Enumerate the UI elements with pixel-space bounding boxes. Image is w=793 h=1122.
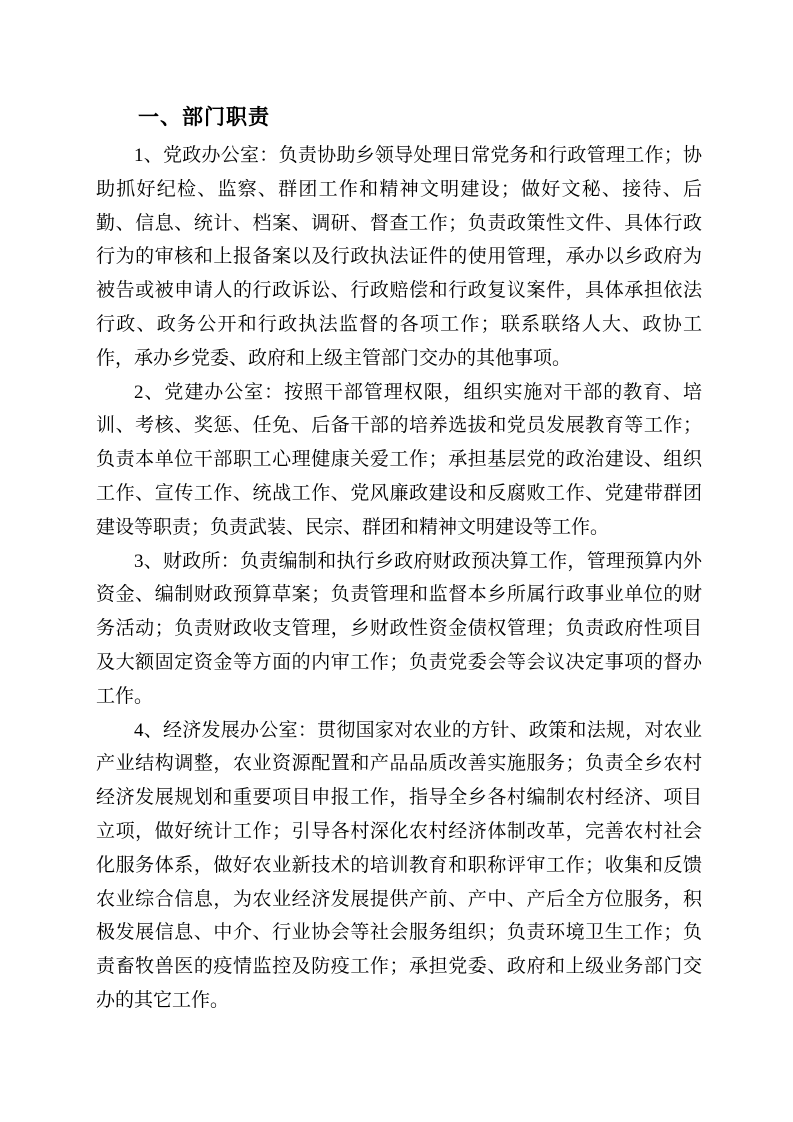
document-content: [96, 101, 702, 1018]
paragraph-party-government-office: 1、党政办公室：负责协助乡领导处理日常党务和行政管理工作；协助抓好纪检、监察、群团工作和精神文明建设；做好文秘、接待、后勤、信息、统计、档案、调研、督查工作；负责政策性文件、具体行政行为的审核和上报备案以及行政执法证件的使用管理，承办以乡政府为被告或被申请人的行政诉讼、行政赔偿和行政复议案件，具体承担依法行政、政务公开和行政执法监督的各项工作；联系联络人大、政协工作，承办乡党委、政府和上级主管部门交办的其他事项。: [96, 145, 702, 369]
section-heading: 一、部门职责: [138, 106, 270, 129]
paragraph-party-building-office: 2、党建办公室：按照干部管理权限，组织实施对干部的教育、培训、考核、奖惩、任免、后备干部的培养选拔和党员发展教育等工作；负责本单位干部职工心理健康关爱工作；承担基层党的政治建设、组织工作、宣传工作、统战工作、党风廉政建设和反腐败工作、党建带群团建设等职责；负责武装、民宗、群团和精神文明建设等工作。: [96, 381, 702, 538]
paragraph-economic-development-office: 4、经济发展办公室：贯彻国家对农业的方针、政策和法规，对农业产业结构调整，农业资源配置和产品品质改善实施服务；负责全乡农村经济发展规划和重要项目申报工作，指导全乡各村编制农村经济、项目立项，做好统计工作；引导各村深化农村经济体制改革，完善农村社会化服务体系，做好农业新技术的培训教育和职称评审工作；收集和反馈农业综合信息，为农业经济发展提供产前、产中、产后全方位服务，积极发展信息、中介、行业协会等社会服务组织；负责环境卫生工作；负责畜牧兽医的疫情监控及防疫工作；承担党委、政府和上级业务部门交办的其它工作。: [96, 719, 702, 1011]
paragraph-finance-office: 3、财政所：负责编制和执行乡政府财政预决算工作，管理预算内外资金、编制财政预算草案；负责管理和监督本乡所属行政事业单位的财务活动；负责财政收支管理，乡财政性资金债权管理；负责政府性项目及大额固定资金等方面的内审工作；负责党委会等会议决定事项的督办工作。: [96, 550, 702, 707]
